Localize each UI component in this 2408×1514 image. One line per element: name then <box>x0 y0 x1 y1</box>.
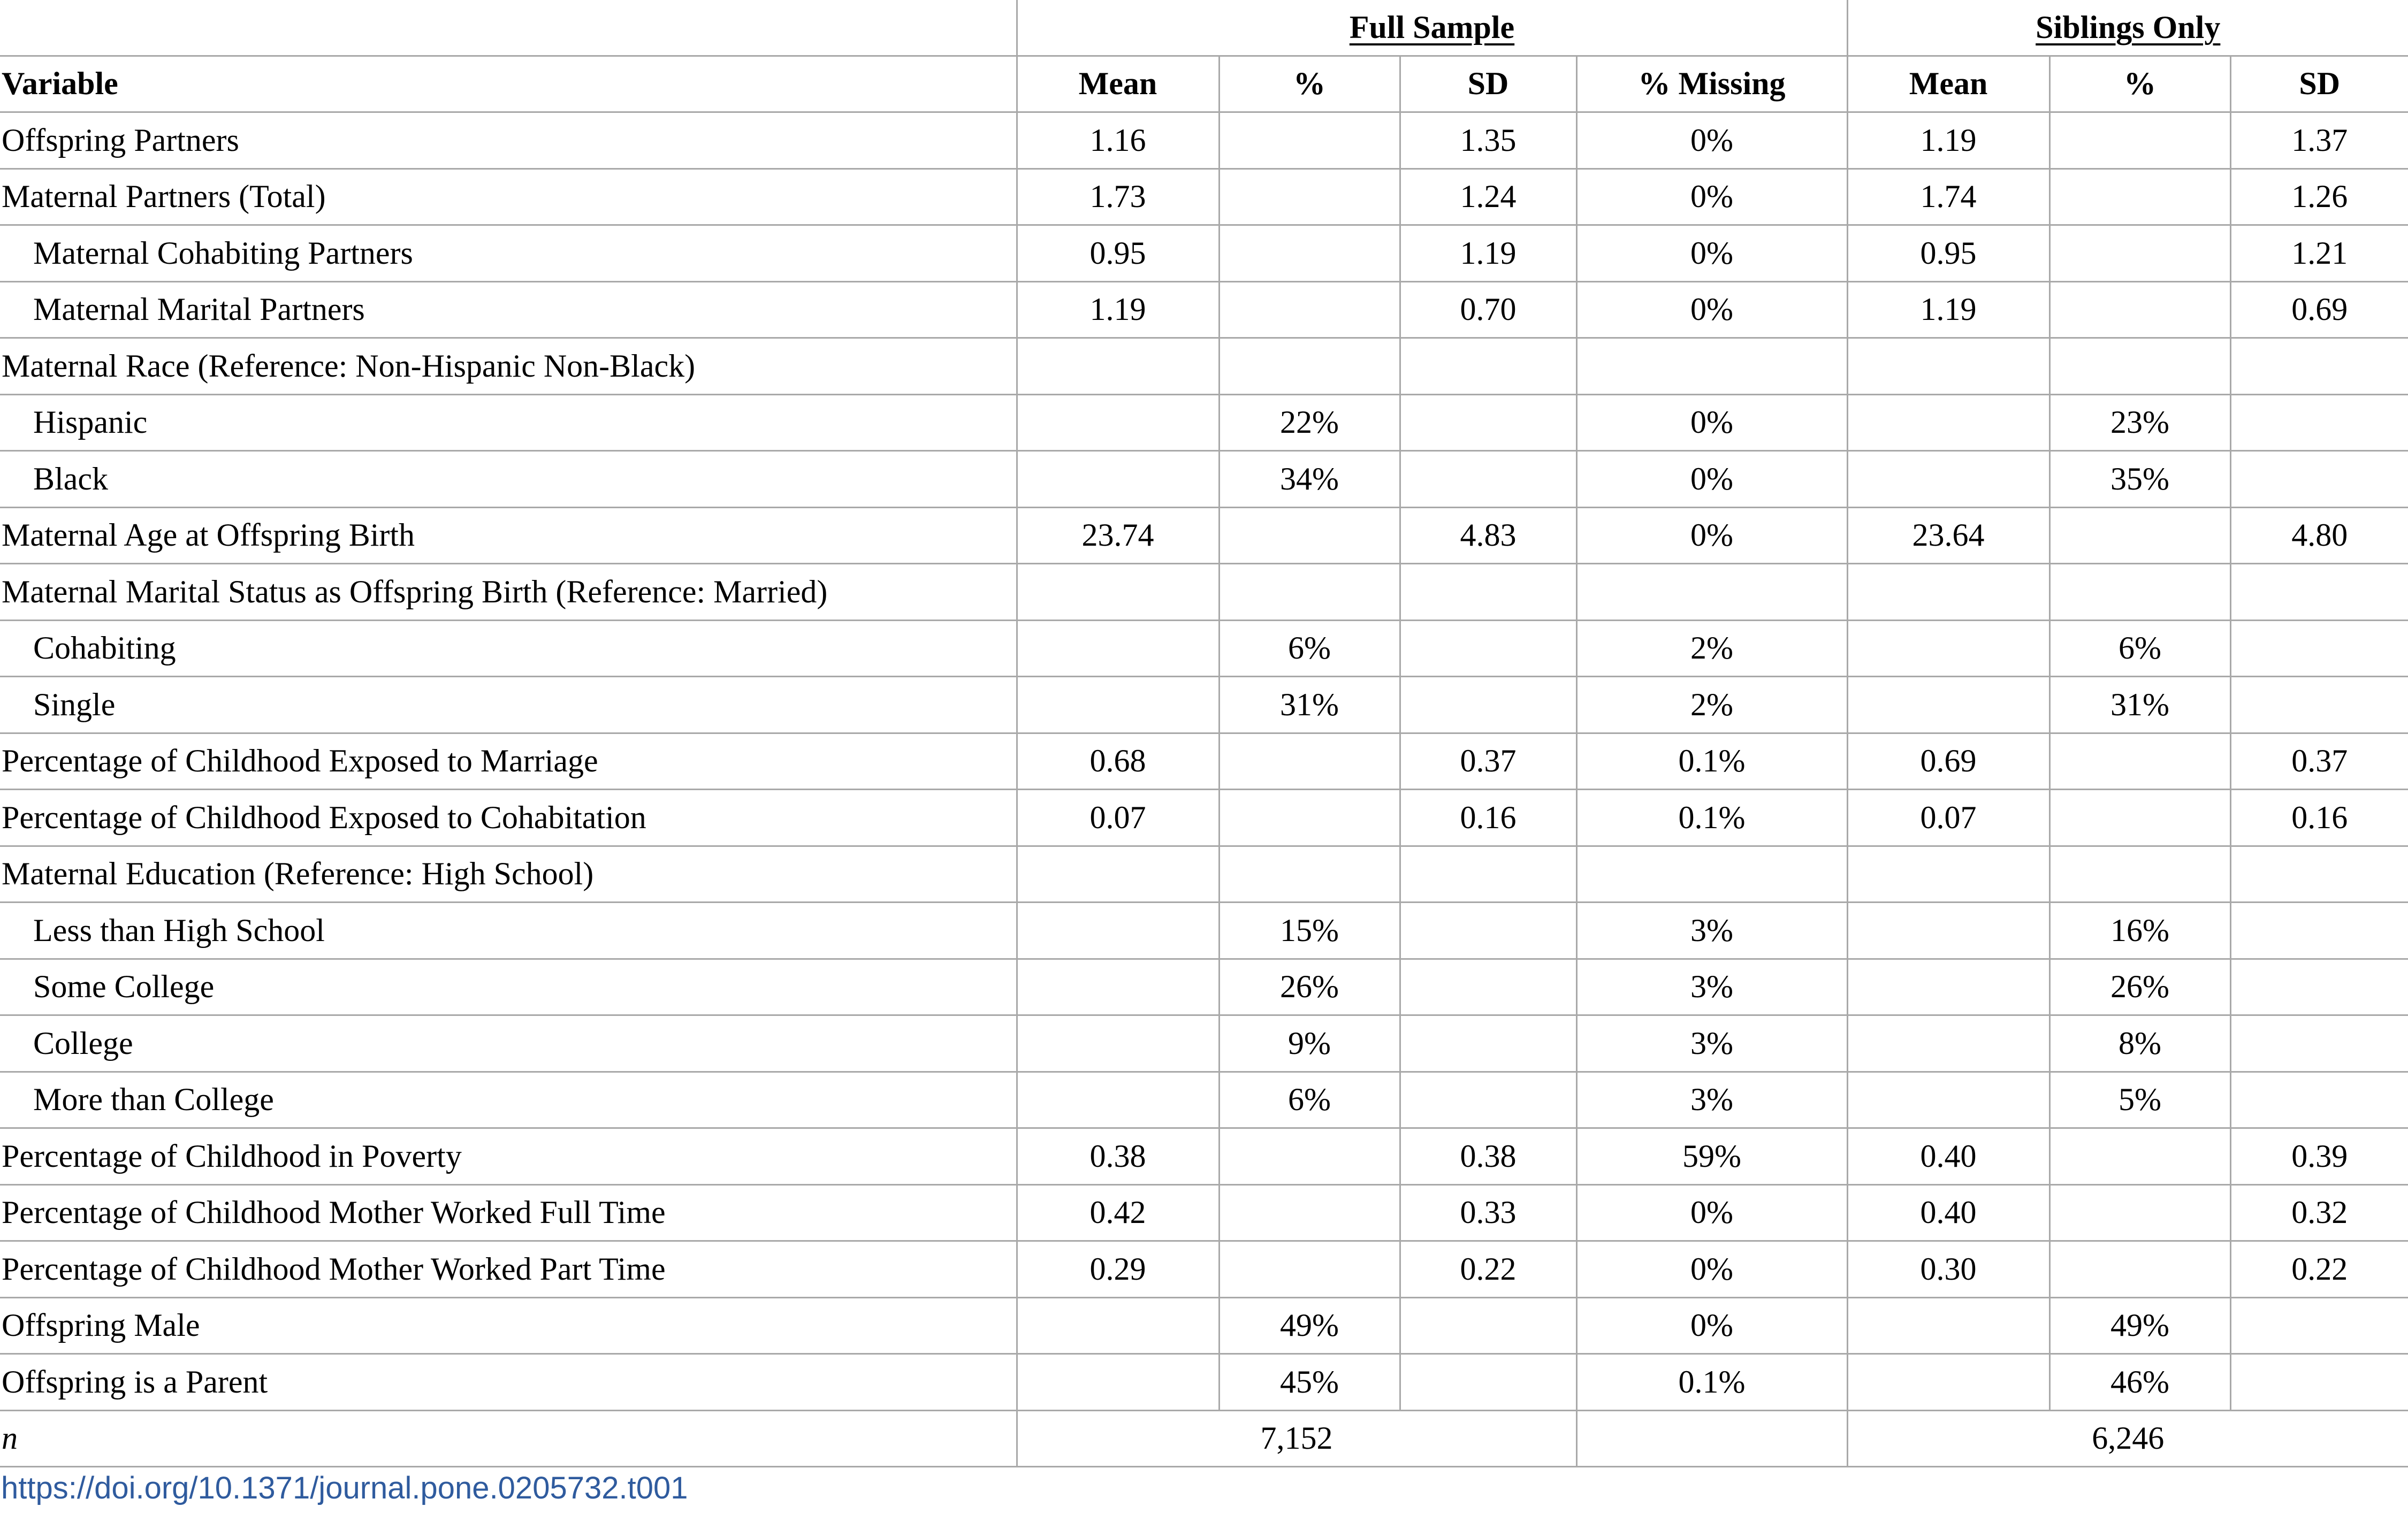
sample-size-siblings: 6,246 <box>1847 1410 2408 1467</box>
cell-percent-missing: 3% <box>1576 959 1847 1015</box>
cell-siblings-mean <box>1847 620 2049 677</box>
cell-siblings-sd <box>2230 1354 2408 1411</box>
table-row <box>0 846 2408 903</box>
cell-siblings-sd <box>2230 1015 2408 1072</box>
table-row <box>0 1241 2408 1298</box>
cell-siblings-sd <box>2230 338 2408 395</box>
cell-full-sd: 0.16 <box>1400 790 1576 846</box>
cell-siblings-sd: 1.37 <box>2230 112 2408 169</box>
cell-full-sd: 1.24 <box>1400 169 1576 225</box>
cell-siblings-percent <box>2049 169 2230 225</box>
cell-full-sd: 1.19 <box>1400 225 1576 282</box>
cell-siblings-mean: 0.69 <box>1847 733 2049 790</box>
cell-siblings-percent <box>2049 1241 2230 1298</box>
table-row <box>0 1354 2408 1411</box>
cell-full-mean <box>1017 903 1219 959</box>
cell-full-percent <box>1219 564 1400 621</box>
cell-percent-missing <box>1576 338 1847 395</box>
cell-full-percent <box>1219 112 1400 169</box>
row-label: Less than High School <box>0 903 1017 959</box>
cell-siblings-sd: 0.16 <box>2230 790 2408 846</box>
column-header-mean: Mean <box>1017 56 1219 112</box>
cell-full-mean <box>1017 564 1219 621</box>
table-row <box>0 1297 2408 1354</box>
row-label: Some College <box>0 959 1017 1015</box>
table-row <box>0 112 2408 169</box>
cell-full-percent <box>1219 281 1400 338</box>
group-header-full-sample-label: Full Sample <box>1349 9 1515 45</box>
row-label: Percentage of Childhood in Poverty <box>0 1128 1017 1185</box>
cell-full-sd <box>1400 564 1576 621</box>
cell-full-percent: 15% <box>1219 903 1400 959</box>
cell-full-sd: 1.35 <box>1400 112 1576 169</box>
cell-full-sd <box>1400 903 1576 959</box>
cell-full-percent <box>1219 846 1400 903</box>
row-label: Percentage of Childhood Exposed to Marriage <box>0 733 1017 790</box>
table-row <box>0 1184 2408 1241</box>
cell-siblings-percent <box>2049 564 2230 621</box>
cell-siblings-percent: 46% <box>2049 1354 2230 1411</box>
group-header-siblings-only-label: Siblings Only <box>2036 9 2221 45</box>
cell-siblings-sd: 0.37 <box>2230 733 2408 790</box>
table-row <box>0 281 2408 338</box>
cell-full-sd <box>1400 620 1576 677</box>
cell-full-mean: 0.07 <box>1017 790 1219 846</box>
cell-full-mean <box>1017 394 1219 451</box>
cell-siblings-sd <box>2230 394 2408 451</box>
cell-full-mean: 1.19 <box>1017 281 1219 338</box>
cell-full-percent <box>1219 338 1400 395</box>
table-row <box>0 620 2408 677</box>
cell-percent-missing: 0% <box>1576 451 1847 508</box>
table-row <box>0 338 2408 395</box>
cell-siblings-mean: 0.40 <box>1847 1128 2049 1185</box>
cell-siblings-mean <box>1847 394 2049 451</box>
cell-percent-missing: 0% <box>1576 1297 1847 1354</box>
cell-siblings-percent <box>2049 507 2230 564</box>
cell-siblings-mean <box>1847 338 2049 395</box>
cell-siblings-mean <box>1847 1297 2049 1354</box>
cell-siblings-mean: 1.19 <box>1847 281 2049 338</box>
cell-full-mean: 0.95 <box>1017 225 1219 282</box>
cell-siblings-sd <box>2230 677 2408 733</box>
cell-percent-missing: 0% <box>1576 507 1847 564</box>
cell-full-mean <box>1017 846 1219 903</box>
cell-full-percent <box>1219 169 1400 225</box>
column-header-siblings-sd: SD <box>2230 56 2408 112</box>
cell-siblings-percent: 35% <box>2049 451 2230 508</box>
cell-siblings-sd <box>2230 620 2408 677</box>
cell-full-percent: 49% <box>1219 1297 1400 1354</box>
row-label: More than College <box>0 1072 1017 1128</box>
cell-siblings-mean <box>1847 959 2049 1015</box>
sample-size-missing <box>1576 1410 1847 1467</box>
row-label: Cohabiting <box>0 620 1017 677</box>
cell-percent-missing: 3% <box>1576 1072 1847 1128</box>
cell-siblings-percent: 26% <box>2049 959 2230 1015</box>
doi-link[interactable]: https://doi.org/10.1371/journal.pone.0205732.t001 <box>1 1471 688 1505</box>
cell-percent-missing <box>1576 564 1847 621</box>
cell-full-sd: 4.83 <box>1400 507 1576 564</box>
cell-percent-missing: 0.1% <box>1576 1354 1847 1411</box>
cell-full-mean <box>1017 959 1219 1015</box>
cell-siblings-sd: 1.26 <box>2230 169 2408 225</box>
group-header-row <box>0 0 2408 56</box>
row-label: Percentage of Childhood Mother Worked Full Time <box>0 1184 1017 1241</box>
cell-siblings-mean: 1.74 <box>1847 169 2049 225</box>
cell-full-sd: 0.22 <box>1400 1241 1576 1298</box>
cell-siblings-percent <box>2049 733 2230 790</box>
column-header-row <box>0 56 2408 112</box>
row-label: Offspring Male <box>0 1297 1017 1354</box>
cell-siblings-mean: 1.19 <box>1847 112 2049 169</box>
cell-full-percent: 34% <box>1219 451 1400 508</box>
cell-full-percent <box>1219 733 1400 790</box>
cell-siblings-percent <box>2049 846 2230 903</box>
group-header-full-sample <box>1017 0 1847 56</box>
row-label: Maternal Race (Reference: Non-Hispanic Non-Black) <box>0 338 1017 395</box>
cell-full-sd <box>1400 846 1576 903</box>
cell-full-mean <box>1017 1297 1219 1354</box>
cell-percent-missing: 0% <box>1576 394 1847 451</box>
sample-size-full: 7,152 <box>1017 1410 1576 1467</box>
cell-siblings-percent <box>2049 790 2230 846</box>
cell-full-percent <box>1219 1128 1400 1185</box>
cell-siblings-percent <box>2049 281 2230 338</box>
cell-percent-missing: 0.1% <box>1576 790 1847 846</box>
cell-full-mean <box>1017 1354 1219 1411</box>
cell-full-sd <box>1400 677 1576 733</box>
cell-siblings-percent: 5% <box>2049 1072 2230 1128</box>
table-row <box>0 903 2408 959</box>
table-row <box>0 564 2408 621</box>
cell-full-mean <box>1017 451 1219 508</box>
row-label: Black <box>0 451 1017 508</box>
cell-full-percent: 9% <box>1219 1015 1400 1072</box>
column-header-siblings-percent: % <box>2049 56 2230 112</box>
table-row <box>0 790 2408 846</box>
table-row <box>0 959 2408 1015</box>
cell-full-sd: 0.37 <box>1400 733 1576 790</box>
cell-full-mean: 0.68 <box>1017 733 1219 790</box>
cell-full-mean: 1.16 <box>1017 112 1219 169</box>
cell-percent-missing <box>1576 846 1847 903</box>
cell-full-percent: 26% <box>1219 959 1400 1015</box>
row-label: College <box>0 1015 1017 1072</box>
cell-siblings-sd: 1.21 <box>2230 225 2408 282</box>
cell-percent-missing: 59% <box>1576 1128 1847 1185</box>
cell-full-sd <box>1400 394 1576 451</box>
cell-siblings-mean: 0.30 <box>1847 1241 2049 1298</box>
cell-full-percent <box>1219 1241 1400 1298</box>
cell-full-sd <box>1400 451 1576 508</box>
row-label: Maternal Marital Status as Offspring Birth (Reference: Married) <box>0 564 1017 621</box>
cell-siblings-sd <box>2230 564 2408 621</box>
cell-siblings-sd: 0.22 <box>2230 1241 2408 1298</box>
cell-full-mean: 0.42 <box>1017 1184 1219 1241</box>
cell-siblings-mean <box>1847 1072 2049 1128</box>
cell-percent-missing: 0% <box>1576 1184 1847 1241</box>
cell-percent-missing: 3% <box>1576 903 1847 959</box>
cell-percent-missing: 0% <box>1576 225 1847 282</box>
cell-siblings-percent: 16% <box>2049 903 2230 959</box>
table-row <box>0 677 2408 733</box>
table-row <box>0 507 2408 564</box>
group-header-spacer <box>0 0 1017 56</box>
row-label: Maternal Partners (Total) <box>0 169 1017 225</box>
cell-siblings-percent <box>2049 1184 2230 1241</box>
cell-full-percent: 45% <box>1219 1354 1400 1411</box>
sample-size-row <box>0 1410 2408 1467</box>
cell-full-percent: 6% <box>1219 620 1400 677</box>
table-row <box>0 1015 2408 1072</box>
cell-percent-missing: 0% <box>1576 1241 1847 1298</box>
row-label: Offspring is a Parent <box>0 1354 1017 1411</box>
cell-percent-missing: 3% <box>1576 1015 1847 1072</box>
sample-size-label: n <box>0 1410 1017 1467</box>
cell-siblings-sd <box>2230 451 2408 508</box>
cell-siblings-sd: 0.69 <box>2230 281 2408 338</box>
cell-siblings-percent: 6% <box>2049 620 2230 677</box>
group-header-siblings-only <box>1847 0 2408 56</box>
table-row <box>0 1072 2408 1128</box>
cell-percent-missing: 2% <box>1576 620 1847 677</box>
cell-siblings-sd <box>2230 959 2408 1015</box>
table-row <box>0 225 2408 282</box>
cell-full-sd <box>1400 1072 1576 1128</box>
cell-siblings-mean: 0.07 <box>1847 790 2049 846</box>
cell-siblings-sd: 0.32 <box>2230 1184 2408 1241</box>
cell-full-sd <box>1400 1297 1576 1354</box>
cell-full-percent: 22% <box>1219 394 1400 451</box>
cell-percent-missing: 0.1% <box>1576 733 1847 790</box>
cell-full-mean <box>1017 338 1219 395</box>
cell-full-sd <box>1400 1015 1576 1072</box>
row-label: Maternal Education (Reference: High School) <box>0 846 1017 903</box>
cell-siblings-mean <box>1847 1015 2049 1072</box>
cell-full-sd: 0.33 <box>1400 1184 1576 1241</box>
row-label: Offspring Partners <box>0 112 1017 169</box>
table-row <box>0 1128 2408 1185</box>
cell-siblings-mean <box>1847 903 2049 959</box>
table-body <box>0 112 2408 1411</box>
cell-siblings-mean <box>1847 846 2049 903</box>
cell-full-mean: 0.38 <box>1017 1128 1219 1185</box>
row-label: Maternal Marital Partners <box>0 281 1017 338</box>
cell-siblings-sd <box>2230 903 2408 959</box>
cell-full-mean <box>1017 1015 1219 1072</box>
cell-siblings-percent: 8% <box>2049 1015 2230 1072</box>
table-row <box>0 169 2408 225</box>
cell-siblings-percent: 23% <box>2049 394 2230 451</box>
cell-full-percent <box>1219 225 1400 282</box>
cell-siblings-percent: 31% <box>2049 677 2230 733</box>
column-header-percent: % <box>1219 56 1400 112</box>
table-row <box>0 451 2408 508</box>
cell-siblings-sd <box>2230 1297 2408 1354</box>
cell-siblings-percent: 49% <box>2049 1297 2230 1354</box>
cell-full-mean: 0.29 <box>1017 1241 1219 1298</box>
cell-siblings-mean: 23.64 <box>1847 507 2049 564</box>
cell-siblings-mean <box>1847 451 2049 508</box>
cell-siblings-mean <box>1847 677 2049 733</box>
cell-full-mean <box>1017 677 1219 733</box>
cell-siblings-percent <box>2049 1128 2230 1185</box>
row-label: Maternal Age at Offspring Birth <box>0 507 1017 564</box>
cell-siblings-sd <box>2230 846 2408 903</box>
column-header-percent-missing: % Missing <box>1576 56 1847 112</box>
cell-siblings-mean <box>1847 564 2049 621</box>
row-label: Hispanic <box>0 394 1017 451</box>
cell-siblings-percent <box>2049 112 2230 169</box>
cell-percent-missing: 0% <box>1576 281 1847 338</box>
cell-full-mean <box>1017 620 1219 677</box>
cell-full-mean: 23.74 <box>1017 507 1219 564</box>
cell-siblings-mean: 0.95 <box>1847 225 2049 282</box>
row-label: Percentage of Childhood Exposed to Cohabitation <box>0 790 1017 846</box>
cell-full-percent <box>1219 790 1400 846</box>
cell-full-sd <box>1400 1354 1576 1411</box>
column-header-variable: Variable <box>0 56 1017 112</box>
cell-full-percent: 31% <box>1219 677 1400 733</box>
cell-full-percent <box>1219 1184 1400 1241</box>
cell-full-mean: 1.73 <box>1017 169 1219 225</box>
cell-siblings-mean: 0.40 <box>1847 1184 2049 1241</box>
cell-siblings-mean <box>1847 1354 2049 1411</box>
cell-percent-missing: 0% <box>1576 169 1847 225</box>
cell-full-percent <box>1219 507 1400 564</box>
cell-percent-missing: 0% <box>1576 112 1847 169</box>
cell-siblings-percent <box>2049 338 2230 395</box>
cell-siblings-sd: 0.39 <box>2230 1128 2408 1185</box>
cell-full-sd: 0.38 <box>1400 1128 1576 1185</box>
cell-full-sd: 0.70 <box>1400 281 1576 338</box>
column-header-siblings-mean: Mean <box>1847 56 2049 112</box>
cell-full-mean <box>1017 1072 1219 1128</box>
column-header-sd: SD <box>1400 56 1576 112</box>
cell-full-sd <box>1400 959 1576 1015</box>
row-label: Maternal Cohabiting Partners <box>0 225 1017 282</box>
cell-siblings-sd: 4.80 <box>2230 507 2408 564</box>
table-row <box>0 394 2408 451</box>
cell-percent-missing: 2% <box>1576 677 1847 733</box>
row-label: Percentage of Childhood Mother Worked Part Time <box>0 1241 1017 1298</box>
table-row <box>0 733 2408 790</box>
cell-full-sd <box>1400 338 1576 395</box>
cell-siblings-percent <box>2049 225 2230 282</box>
cell-siblings-sd <box>2230 1072 2408 1128</box>
cell-full-percent: 6% <box>1219 1072 1400 1128</box>
row-label: Single <box>0 677 1017 733</box>
